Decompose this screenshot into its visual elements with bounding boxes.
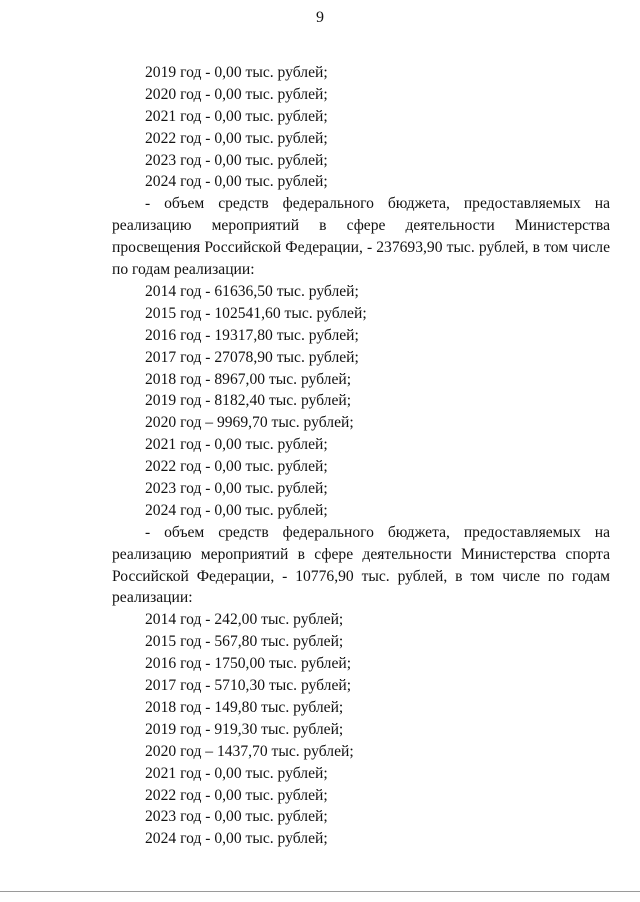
page-number: 9 bbox=[316, 9, 324, 26]
funding-list-sport bbox=[112, 609, 610, 850]
paragraph-education-ministry: - объем средств федерального бюджета, предоставляемых на реализацию мероприятий в сфере деятельности Министерства просвещения Российской Федерации, - 237693,90 тыс. рублей, в том числе по годам реализации: bbox=[112, 195, 610, 279]
document-body bbox=[112, 62, 610, 850]
funding-list-education bbox=[112, 281, 610, 522]
funding-line: 2017 год - 27078,90 тыс. рублей; bbox=[145, 348, 359, 366]
funding-line: 2022 год - 0,00 тыс. рублей; bbox=[145, 458, 328, 476]
funding-line: 2023 год - 0,00 тыс. рублей; bbox=[145, 479, 328, 497]
funding-line: 2019 год - 0,00 тыс. рублей; bbox=[145, 64, 328, 81]
funding-line: 2020 год – 9969,70 тыс. рублей; bbox=[145, 414, 354, 432]
funding-line: 2015 год - 102541,60 тыс. рублей; bbox=[145, 304, 367, 322]
funding-line: 2014 год - 242,00 тыс. рублей; bbox=[145, 611, 344, 629]
funding-line: 2024 год - 0,00 тыс. рублей; bbox=[145, 830, 328, 848]
funding-line: 2016 год - 19317,80 тыс. рублей; bbox=[145, 326, 359, 344]
funding-line: 2019 год - 8182,40 тыс. рублей; bbox=[145, 392, 352, 410]
funding-line: 2021 год - 0,00 тыс. рублей; bbox=[145, 764, 328, 782]
funding-line: 2023 год - 0,00 тыс. рублей; bbox=[145, 808, 328, 826]
funding-line: 2018 год - 149,80 тыс. рублей; bbox=[145, 698, 344, 716]
funding-line: 2020 год – 1437,70 тыс. рублей; bbox=[145, 742, 354, 760]
paragraph-sport-ministry: - объем средств федерального бюджета, предоставляемых на реализацию мероприятий в сфере деятельности Министерства спорта Российской Федерации, - 10776,90 тыс. рублей, в том числе по годам реализации: bbox=[112, 523, 610, 607]
funding-line: 2024 год - 0,00 тыс. рублей; bbox=[145, 173, 328, 191]
funding-line: 2015 год - 567,80 тыс. рублей; bbox=[145, 633, 344, 651]
funding-list-previous bbox=[112, 62, 610, 193]
funding-line: 2023 год - 0,00 тыс. рублей; bbox=[145, 151, 328, 169]
funding-line: 2022 год - 0,00 тыс. рублей; bbox=[145, 786, 328, 804]
funding-line: 2018 год - 8967,00 тыс. рублей; bbox=[145, 370, 352, 388]
funding-line: 2024 год - 0,00 тыс. рублей; bbox=[145, 501, 328, 519]
funding-line: 2014 год - 61636,50 тыс. рублей; bbox=[145, 282, 359, 300]
funding-line: 2020 год - 0,00 тыс. рублей; bbox=[145, 85, 328, 103]
funding-line: 2022 год - 0,00 тыс. рублей; bbox=[145, 129, 328, 147]
funding-line: 2019 год - 919,30 тыс. рублей; bbox=[145, 720, 344, 738]
funding-line: 2016 год - 1750,00 тыс. рублей; bbox=[145, 655, 352, 673]
funding-line: 2017 год - 5710,30 тыс. рублей; bbox=[145, 677, 352, 695]
funding-line: 2021 год - 0,00 тыс. рублей; bbox=[145, 107, 328, 125]
funding-line: 2021 год - 0,00 тыс. рублей; bbox=[145, 436, 328, 454]
bottom-divider bbox=[0, 891, 640, 892]
